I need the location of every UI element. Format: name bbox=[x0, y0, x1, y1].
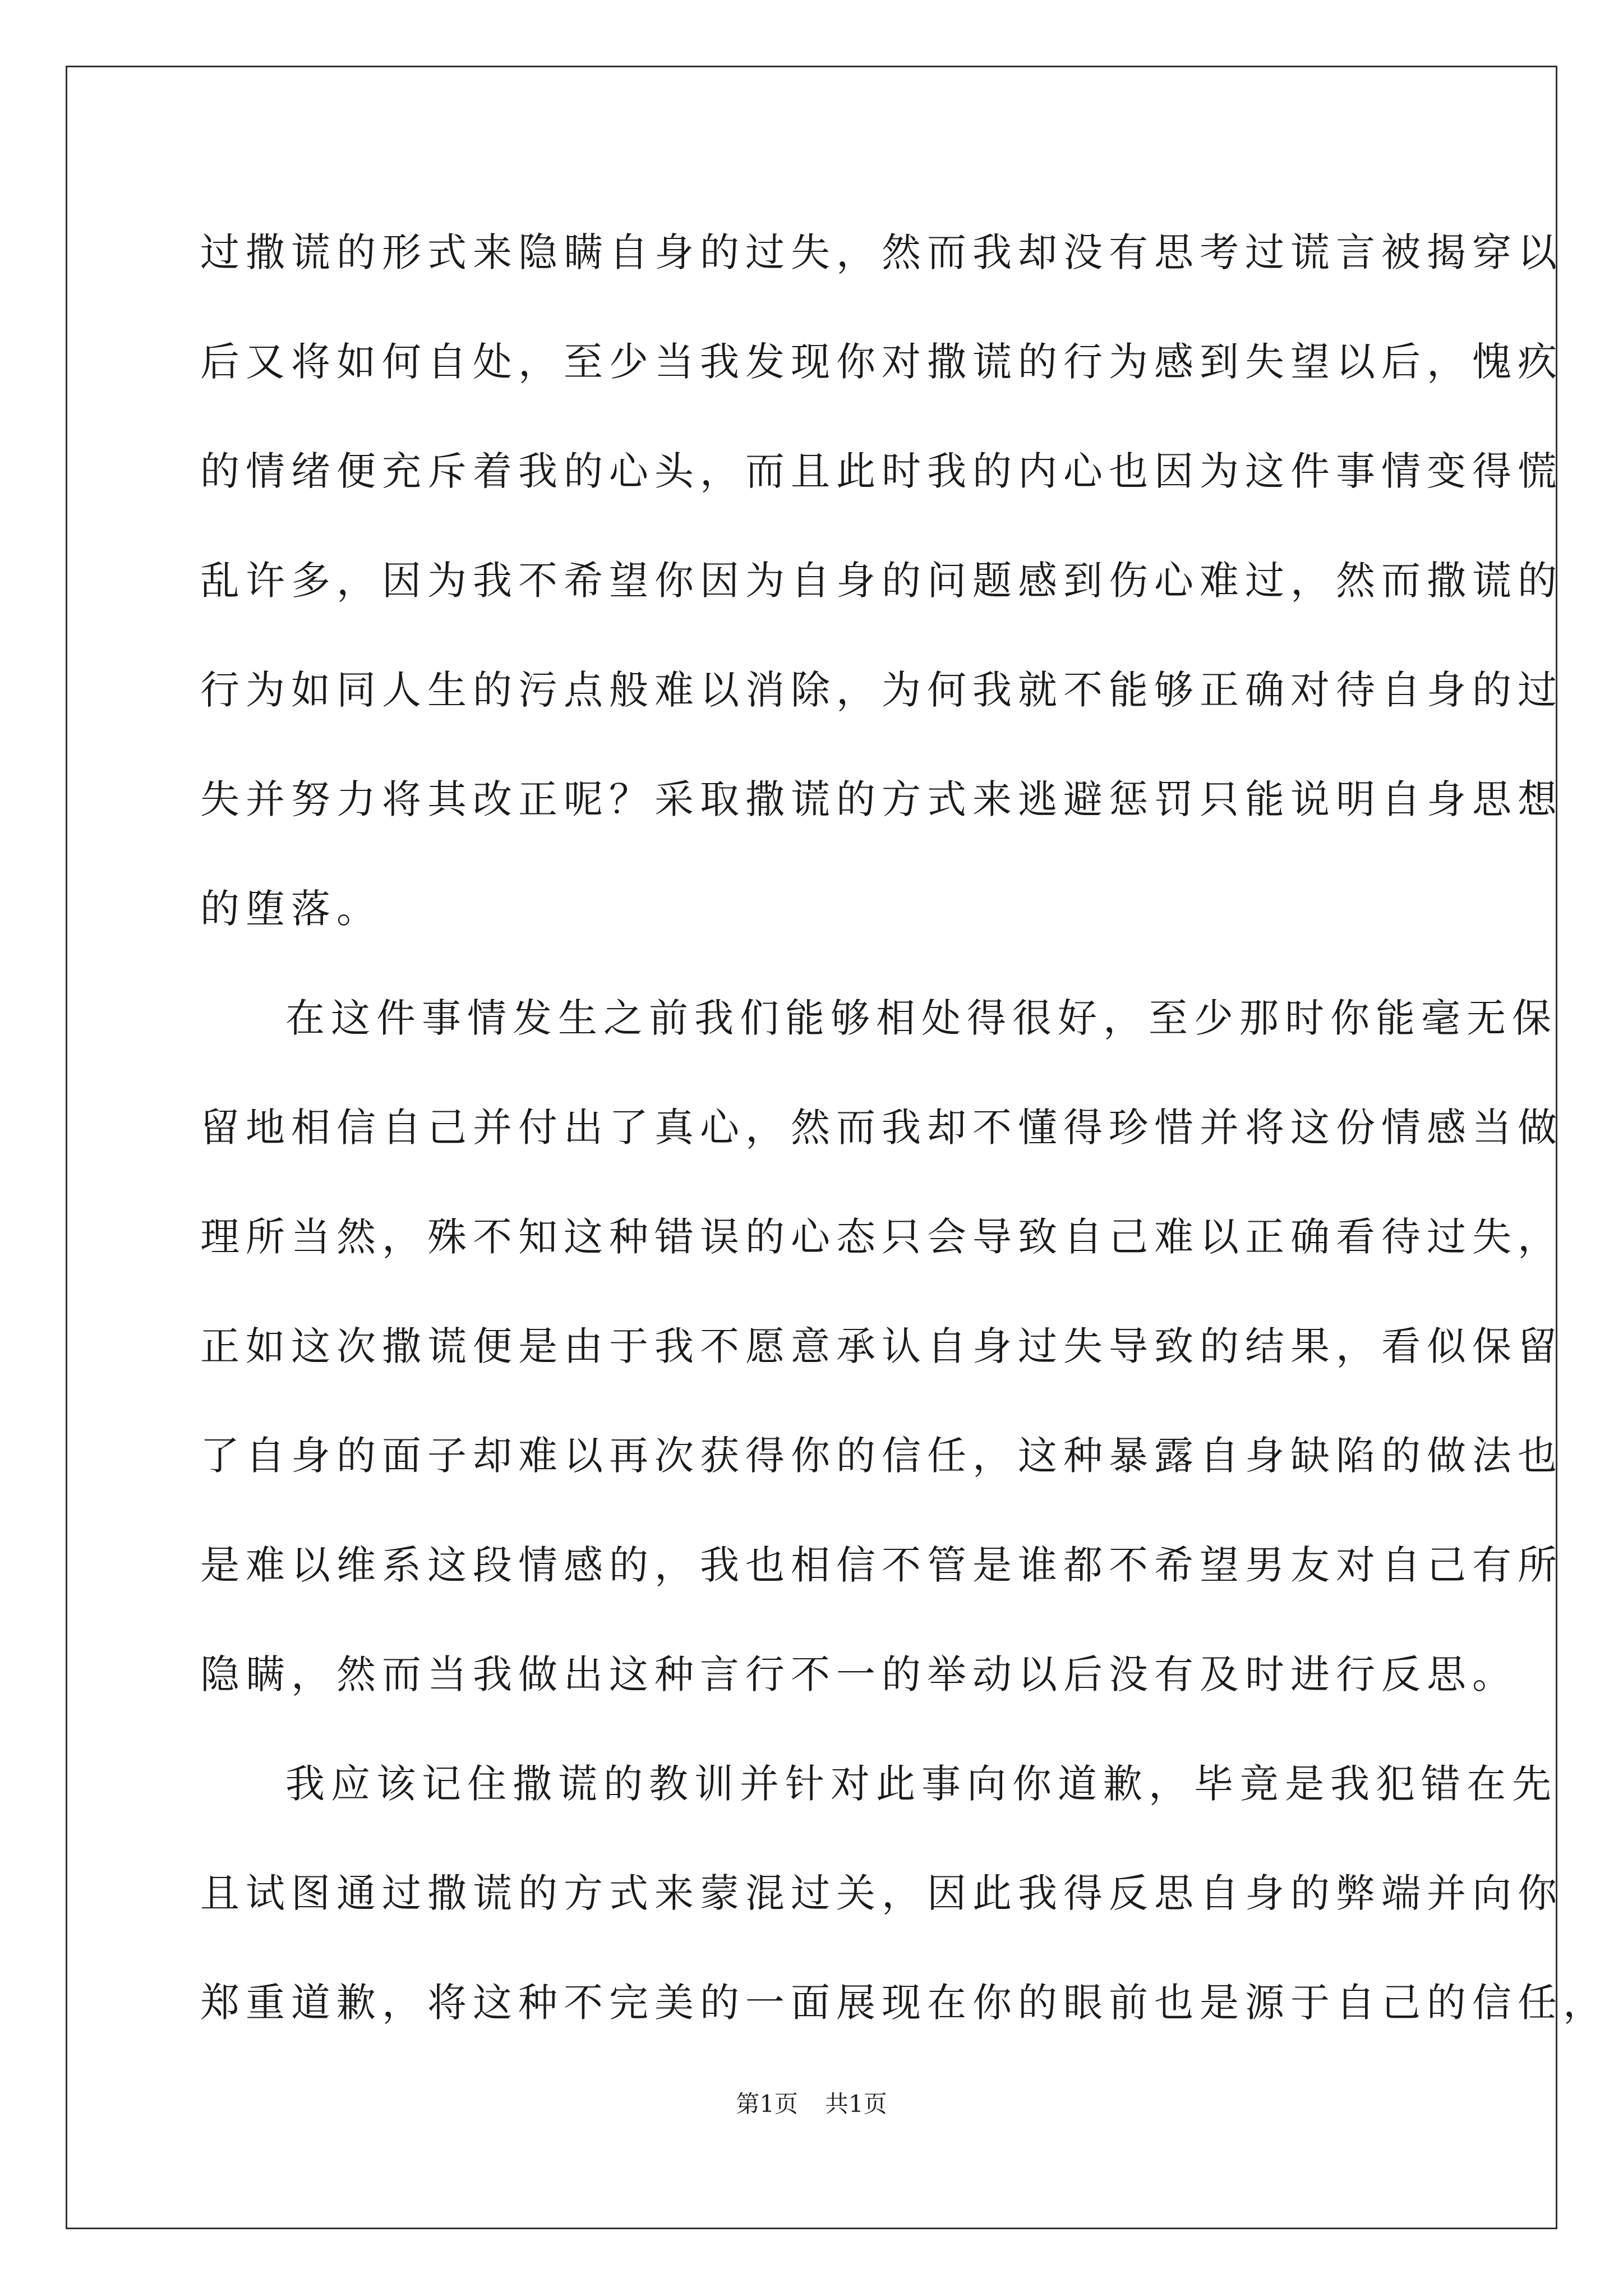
text-line: 理所当然，殊不知这种错误的心态只会导致自己难以正确看待过失， bbox=[200, 1214, 1563, 1260]
paragraph-first-line: 我应该记住撒谎的教训并针对此事向你道歉，毕竟是我犯错在先 bbox=[285, 1761, 1557, 1807]
document-body bbox=[200, 198, 1608, 2058]
page-number-current: 第1页 bbox=[736, 2090, 798, 2118]
text-line: 留地相信自己并付出了真心，然而我却不懂得珍惜并将这份情感当做 bbox=[200, 1105, 1563, 1151]
text-line: 郑重道歉，将这种不完美的一面展现在你的眼前也是源于自己的信任， bbox=[200, 1980, 1608, 2026]
text-line: 行为如同人生的污点般难以消除，为何我就不能够正确对待自身的过 bbox=[200, 667, 1563, 713]
text-line: 后又将如何自处，至少当我发现你对撒谎的行为感到失望以后，愧疚 bbox=[200, 339, 1563, 385]
text-line: 了自身的面子却难以再次获得你的信任，这种暴露自身缺陷的做法也 bbox=[200, 1433, 1563, 1479]
text-line: 隐瞒，然而当我做出这种言行不一的举动以后没有及时进行反思。 bbox=[200, 1651, 1518, 1697]
text-line: 是难以维系这段情感的，我也相信不管是谁都不希望男友对自己有所 bbox=[200, 1542, 1563, 1588]
text-line: 失并努力将其改正呢？采取撒谎的方式来逃避惩罚只能说明自身思想 bbox=[200, 776, 1563, 822]
text-line: 乱许多，因为我不希望你因为自身的问题感到伤心难过，然而撒谎的 bbox=[200, 558, 1563, 604]
text-line: 且试图通过撒谎的方式来蒙混过关，因此我得反思自身的弊端并向你 bbox=[200, 1870, 1563, 1916]
text-line: 过撒谎的形式来隐瞒自身的过失，然而我却没有思考过谎言被揭穿以 bbox=[200, 229, 1563, 275]
text-line: 的堕落。 bbox=[200, 886, 382, 932]
text-line: 正如这次撒谎便是由于我不愿意承认自身过失导致的结果，看似保留 bbox=[200, 1323, 1563, 1369]
page-footer bbox=[0, 2086, 1623, 2119]
page-number-total: 共1页 bbox=[825, 2090, 887, 2118]
paragraph-first-line: 在这件事情发生之前我们能够相处得很好，至少那时你能毫无保 bbox=[285, 995, 1557, 1041]
text-line: 的情绪便充斥着我的心头，而且此时我的内心也因为这件事情变得慌 bbox=[200, 448, 1563, 494]
